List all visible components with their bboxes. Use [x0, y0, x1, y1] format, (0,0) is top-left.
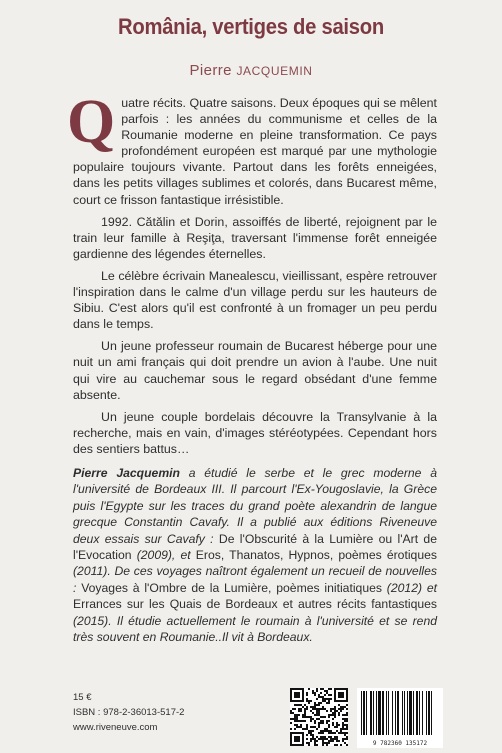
blurb-paragraph-4: Un jeune professeur roumain de Bucarest héberge pour une nuit un ami français qui doit prendre un avion à l'aube. Une nuit qui vire au cauchemar sous le regard obsédant d'une femme absente. — [73, 339, 437, 402]
qr-code-icon — [290, 688, 348, 746]
blurb-paragraph-1 — [67, 88, 437, 208]
author-last-name: JACQUEMIN — [236, 64, 313, 78]
isbn: ISBN : 978-2-36013-517-2 — [73, 707, 185, 718]
bio-text-5: (2015). Il étudie actuellement le roumain à l'université et se rend très souvent en Roumanie..Il vit à Bordeaux. — [73, 613, 437, 645]
bio-book-title-2: Eros, Thanatos, Hypnos, poèmes érotiques — [195, 548, 437, 563]
author-bio — [73, 465, 437, 645]
barcode-digits: 9 782360 135172 — [372, 740, 428, 747]
bio-book-title-1: De l'Obscurité à la Lumière ou l'Art de l'Evocation — [73, 531, 437, 563]
bio-text-1: a étudié le serbe et le grec moderne à l'université de Bordeaux III. Il parcourt l'Ex-Yougoslavie, la Grèce puis l'Egypte sur les traces du grand poète alexandrin de langue grecque Constantin Cavafy. Il a publié aux éditions Riveneuve deux essais sur Cavafy : — [73, 466, 437, 546]
blurb-paragraph-3: Le célèbre écrivain Manealescu, vieillissant, espère retrouver l'inspiration dans le calme d'un village perdu sur les hauteurs de Sibiu. C'est alors qu'il est confronté à un fromager un peu perdu dans le temps. — [73, 268, 437, 332]
blurb — [67, 88, 437, 463]
blurb-paragraph-5: Un jeune couple bordelais découvre la Transylvanie à la recherche, mais en vain, d'images stéréotypées. Cependant hors des sentiers battus… — [73, 409, 437, 456]
bio-book-title-3: Voyages à l'Ombre de la Lumière, poèmes initiatiques — [81, 580, 382, 595]
author-line — [0, 62, 502, 79]
publisher-website: www.riveneuve.com — [73, 722, 158, 733]
bio-text-2: (2009), et — [131, 548, 196, 563]
price: 15 € — [73, 692, 92, 703]
blurb-paragraph-2: 1992. Cătălin et Dorin, assoiffés de liberté, rejoignent par le train leur famille à Reşiţa, traversant l'immense forêt enneigée gardienne des légendes éternelles. — [73, 214, 437, 261]
blurb-p1-text: uatre récits. Quatre saisons. Deux époques qui se mêlent parfois : les années du communisme et celles de la Roumanie moderne en pleine transformation. Ce pays profondément européen est marqué par une mythologie populaire toujours vivante. Partout dans les forêts enneigées, dans les petits villages sublimes et colorés, dans Bucarest même, court ce frisson fantastique irrésistible. — [73, 96, 437, 207]
barcode-icon — [357, 688, 443, 748]
drop-cap: Q — [67, 88, 116, 156]
bio-text-3: (2011). De ces voyages naîtront également un recueil de nouvelles : — [73, 564, 437, 595]
bio-book-title-4: Errances sur les Quais de Bordeaux et autres récits fantastiques — [73, 597, 437, 612]
bio-author-name: Pierre Jacquemin — [73, 466, 180, 480]
book-title: România, vertiges de saison — [118, 14, 384, 39]
bio-text-4: (2012) et — [382, 580, 437, 595]
author-first-name: Pierre — [189, 62, 237, 79]
